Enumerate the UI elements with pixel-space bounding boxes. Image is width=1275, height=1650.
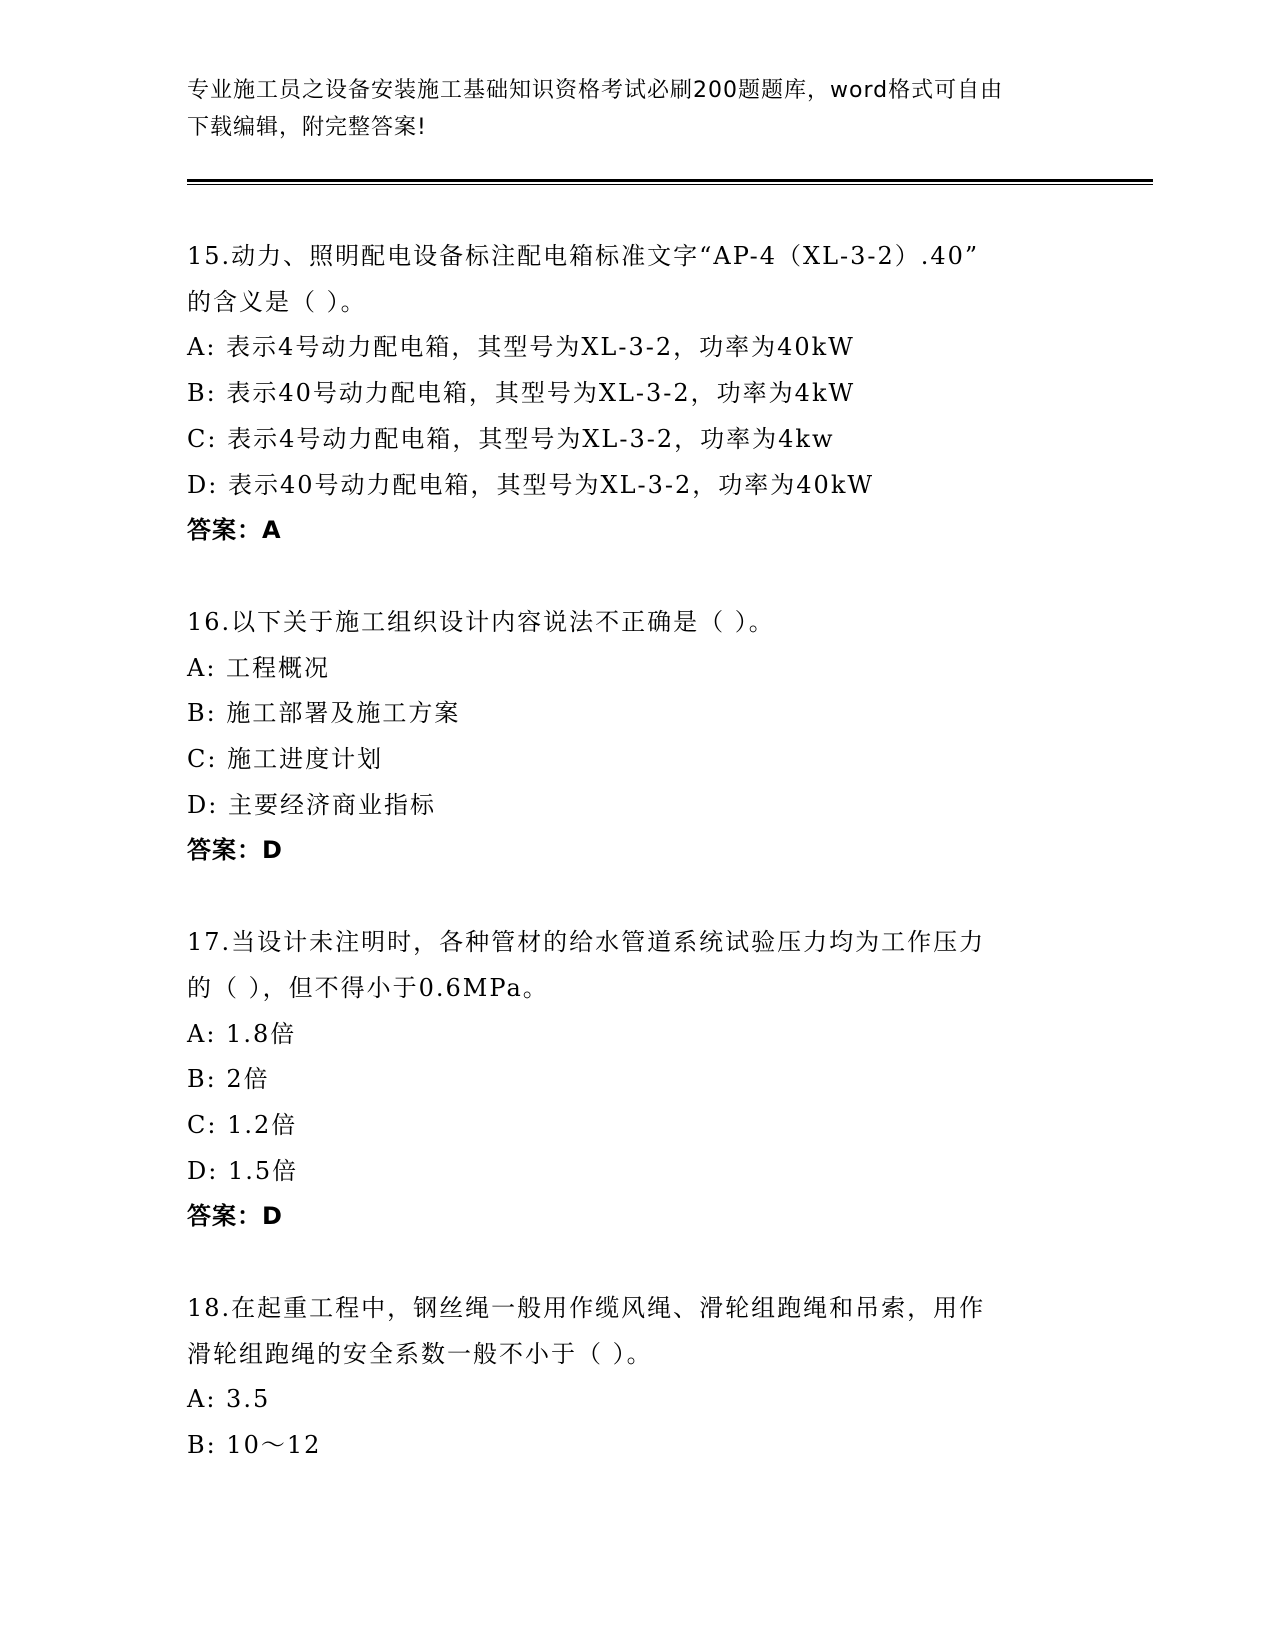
question-16 — [187, 600, 1087, 874]
answer-label: 答案：D — [187, 1202, 283, 1231]
option-a: A: 1.8倍 — [187, 1019, 297, 1048]
question-stem-line: 18.在起重工程中，钢丝绳一般用作缆风绳、滑轮组跑绳和吊索，用作 — [187, 1294, 986, 1323]
option-b: B: 10～12 — [187, 1431, 322, 1460]
option-b: B: 施工部署及施工方案 — [187, 699, 461, 728]
header-line-1: 专业施工员之设备安装施工基础知识资格考试必刷200题题库，word格式可自由 — [187, 78, 1004, 103]
document-header — [187, 72, 1087, 146]
header-divider-thick — [187, 179, 1153, 182]
option-d: D: 1.5倍 — [187, 1156, 299, 1185]
question-list — [187, 234, 1087, 1515]
option-a: A: 3.5 — [187, 1385, 271, 1414]
question-stem-line: 16.以下关于施工组织设计内容说法不正确是（ ）。 — [187, 607, 775, 636]
question-stem-line: 的（ ），但不得小于0.6MPa。 — [187, 973, 549, 1002]
option-d: D: 主要经济商业指标 — [187, 790, 436, 819]
header-line-2: 下载编辑，附完整答案! — [187, 115, 427, 140]
option-c: C: 表示4号动力配电箱，其型号为XL-3-2，功率为4kw — [187, 424, 835, 453]
question-stem-line: 17.当设计未注明时，各种管材的给水管道系统试验压力均为工作压力 — [187, 928, 986, 957]
answer-label: 答案：D — [187, 836, 283, 865]
option-d: D: 表示40号动力配电箱，其型号为XL-3-2，功率为40kW — [187, 470, 875, 499]
question-stem-line: 滑轮组跑绳的安全系数一般不小于（ ）。 — [187, 1339, 653, 1368]
question-15 — [187, 234, 1087, 554]
option-a: A: 工程概况 — [187, 653, 331, 682]
option-b: B: 表示40号动力配电箱，其型号为XL-3-2，功率为4kW — [187, 379, 856, 408]
option-c: C: 施工进度计划 — [187, 745, 384, 774]
answer-label: 答案：A — [187, 516, 282, 545]
header-divider-thin — [187, 184, 1153, 185]
question-18 — [187, 1286, 1087, 1469]
option-c: C: 1.2倍 — [187, 1110, 298, 1139]
option-b: B: 2倍 — [187, 1065, 270, 1094]
question-stem-line: 的含义是（ ）。 — [187, 287, 367, 316]
question-17 — [187, 920, 1087, 1240]
option-a: A: 表示4号动力配电箱，其型号为XL-3-2，功率为40kW — [187, 333, 855, 362]
question-stem-line: 15.动力、照明配电设备标注配电箱标准文字“AP-4（XL-3-2）.40” — [187, 242, 980, 270]
